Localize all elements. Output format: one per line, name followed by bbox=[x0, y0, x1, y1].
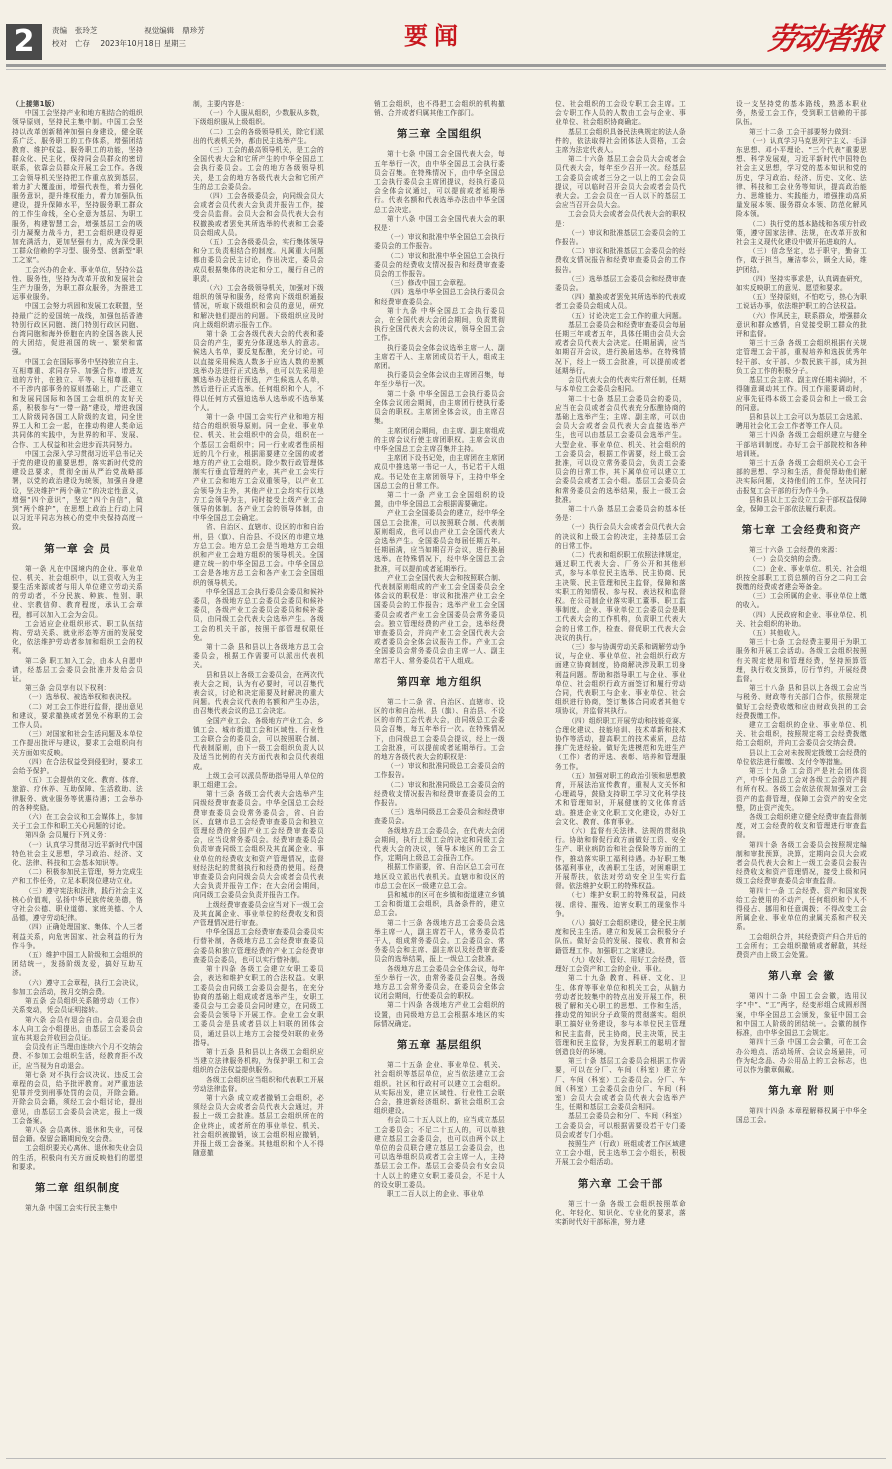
paragraph: （三）参与协调劳动关系和调解劳动争议，与企业、事业单位、社会组织行政方面建立协商制度，协商解决涉及职工切身利益问题。帮助和指导职工与企业、事业单位、社会组织行政方面签订和履行劳动合同，代表职工与企业、事业单位、社会组织进行协商，签订集体合同或者其他专项协议，并监督其执行。 bbox=[555, 642, 686, 716]
paragraph: （二）执行党的基本路线和各项方针政策，遵守国家法律、法规，在改革开放和社会主义现代化建设中做开拓进取的人。 bbox=[736, 219, 867, 247]
paragraph: （三）工会的最高领导机关，是工会的全国代表大会和它所产生的中华全国总工会执行委员会。工会的地方各级领导机关，是工会的地方各级代表大会和它所产生的总工会委员会。 bbox=[193, 146, 324, 191]
paragraph: 工会组织要关心离休、退休和失业会员的生活，积极向有关方面反映他们的愿望和要求。 bbox=[12, 1144, 143, 1171]
editor-name: 张玲芝 bbox=[75, 26, 98, 35]
text-column-3 bbox=[374, 100, 505, 1460]
paragraph: （二）审议和批准同级总工会委员会的经费收支情况报告和经费审查委员会的工作报告。 bbox=[374, 780, 505, 808]
paragraph: 制，主要内容是： bbox=[193, 100, 249, 108]
paragraph: 根据工作需要，省、自治区总工会可在地区设立派出代表机关。直辖市和设区的市总工会在区一级建立总工会。 bbox=[374, 863, 505, 890]
paragraph: （五）维护中国工人阶级和工会组织的团结统一，发扬阶级友爱，搞好互助互济。 bbox=[12, 951, 143, 978]
paragraph: 第二十八条 基层工会委员会的基本任务是： bbox=[555, 504, 686, 523]
paragraph: 县和县以上工会可以为基层工会选派、聘用社会化工会工作者等工作人员。 bbox=[736, 412, 867, 431]
text-column-2 bbox=[193, 100, 324, 1460]
paragraph: 位、社会组织的工会设专职工会主席。工会专职工作人员的人数由工会与企业、事业单位、社会组织协商确定。 bbox=[555, 100, 686, 127]
paragraph: 第十七条 中国工会全国代表大会，每五年举行一次，由中华全国总工会执行委员会召集。在特殊情况下，由中华全国总工会执行委员会主席团提议，经执行委员会全体会议通过，可以提前或者延期举行。代表名额和代表选举办法由中华全国总工会决定。 bbox=[374, 150, 505, 214]
paragraph: 中华全国总工会执行委员会委员和候补委员，各级地方总工会委员会委员和候补委员，各级产业工会委员会委员和候补委员，由同级工会代表大会选举产生。各级工会的机关干部，按照干部管理权限任免。 bbox=[193, 587, 324, 642]
paragraph: 第十条 工会各级代表大会的代表和委员会的产生，要充分体现选举人的意志。候选人名单，要反复酝酿，充分讨论。可以直接采用候选人数多于应选人数的差额选举办法进行正式选举，也可以先采用差额选举办法进行预选，产生候选人名单，然后进行正式选举。任何组织和个人，不得以任何方式强迫选举人选举或不选举某个人。 bbox=[193, 330, 324, 412]
paragraph: 第十一条 中国工会实行产业和地方相结合的组织领导原则。同一企业、事业单位、机关、社会组织中的会员，组织在一个基层工会组织中；同一行业或者性质相近的几个行业，根据需要建立全国的或者地方的产业工会组织。除少数行政管理体制实行垂直管理的产业，其产业工会实行产业工会和地方工会双重领导，以产业工会领导为主外，其他产业工会均实行以地方工会领导为主，同时接受上级产业工会领导的体制。各产业工会的领导体制，由中华全国总工会确定。 bbox=[193, 412, 324, 523]
paragraph: （五）加强对职工的政治引领和思想教育，开展法治宣传教育，重视人文关怀和心理疏导，鼓励支持职工学习文化科学技术和管理知识，开展健康的文化体育活动。推进企业文化职工文化建设，办好工会文化、教育、体育事业。 bbox=[555, 771, 686, 826]
paragraph: （三）工会所属的企业、事业单位上缴的收入。 bbox=[736, 592, 867, 610]
paragraph: （一）个人服从组织，少数服从多数，下级组织服从上级组织。 bbox=[193, 109, 324, 127]
paragraph: 基层工会委员会和经费审查委员会每届任期三年或者五年，具体任期由会员大会或者会员代表大会决定。任期届满，应当如期召开会议，进行换届选举。在特殊情况下，经上一级工会批准，可以提前或者延期举行。 bbox=[555, 320, 686, 375]
paragraph: 第三十七条 工会经费主要用于为职工服务和开展工会活动。各级工会组织按照有关规定使用和管理经费，坚持预算管理，执行收支预算，厉行节约，开展经费监督。 bbox=[736, 638, 867, 683]
paragraph: （五）讨论决定工会工作的重大问题。 bbox=[568, 311, 686, 320]
paragraph: 县和城市的区可在乡镇和街道建立乡镇工会和街道工会组织，具备条件的，建立总工会。 bbox=[374, 891, 505, 918]
paragraph: （五）工会提供的文化、教育、体育、旅游、疗休养、互助保障、生活救助、法律服务、就业服务等优惠待遇；工会举办的各种奖励。 bbox=[12, 776, 143, 812]
text-column-4 bbox=[555, 100, 686, 1460]
paragraph: （五）坚持原则，不怕吃亏，热心为职工说话办事，依法维护职工的合法权益。 bbox=[736, 293, 867, 311]
paragraph: 第四十二条 中国工会会徽，选用汉字“中”、“工”两字，经变形组合成圆形图案，中华全国总工会颁发，象征中国工会和中国工人阶级的团结统一。会徽的制作标准，由中华全国总工会规定。 bbox=[736, 992, 867, 1038]
paragraph: 第四十三条 中国工会会徽，可在工会办公地点、活动场所、会议会场悬挂，可作为纪念品、办公用品上的工会标志，也可以作为徽章佩戴。 bbox=[736, 1038, 867, 1074]
paragraph: （二）审议和批准中华全国总工会执行委员会的经费收支情况报告和经费审查委员会的工作报告。 bbox=[374, 251, 505, 279]
paragraph: 第二十七条 基层工会委员会的委员，应当在会员或者会员代表充分酝酿协商的基础上选举产生；主席、副主席，可以由会员大会或者会员代表大会直接选举产生，也可以由基层工会委员会选举产生。大型企业、事业单位、机关、社会组织的工会委员会，根据工作需要，经上级工会批准，可以设立常务委员会，负责工会委员会的日常工作，其下属单位可以建立工会委员会或者工会小组。基层工会委员会和常务委员会的选举结果，报上一级工会批准。 bbox=[555, 394, 686, 504]
paragraph: 第三十六条 工会经费的来源： bbox=[749, 546, 842, 555]
paragraph: （四）工会各级委员会，向同级会员大会或者会员代表大会负责并报告工作，接受会员监督。会员大会和会员代表大会有权撤换或者罢免其所选举的代表和工会委员会组成人员。 bbox=[193, 192, 324, 237]
paragraph: 建立工会组织的企业、事业单位、机关、社会组织，按照规定将工会经费拨缴给工会组织，并向工会委员会交纳会费。 bbox=[736, 721, 867, 748]
paragraph: （三）信念坚定，忠于职守，勤奋工作，敢于担当，廉洁奉公，顾全大局，维护团结。 bbox=[736, 247, 867, 274]
paragraph: （一）执行会员大会或者会员代表大会的决议和上级工会的决定，主持基层工会的日常工作。 bbox=[555, 523, 686, 550]
paragraph: 销工会组织，也不得把工会组织的机构撤销、合并或者归属其他工作部门。 bbox=[374, 100, 505, 118]
paragraph: 第七条 对不执行会议决议、违反工会章程的会员，给予批评教育。对严重违法犯罪并受到刑事处罚的会员，开除会籍。开除会员会籍，须经工会小组讨论，提出意见，由基层工会委员会决定，报上一级工会备案。 bbox=[12, 1070, 143, 1125]
paragraph: 工会兴办的企业、事业单位，坚持公益性、服务性，坚持为改革开放和发展社会生产力服务，为职工群众服务，为推进工运事业服务。 bbox=[12, 265, 143, 302]
paragraph: （四）在合法权益受到侵犯时，要求工会给予保护。 bbox=[12, 757, 143, 776]
paragraph: （一）认真学习马克思列宁主义、毛泽东思想、邓小平理论、“三个代表”重要思想、科学发展观，习近平新时代中国特色社会主义思想，学习党的基本知识和党的历史，学习政治、经济、历史、文化、法律、科技和工会业务等知识，提高政治能力、思维能力、实践能力，增强推动高质量发展本领、服务群众本领、防范化解风险本领。 bbox=[736, 136, 867, 219]
paragraph: 第三十条 基层工会委员会根据工作需要，可以在分厂、车间（科室）建立分厂、车间（科室）工会委员会。分厂、车间（科室）工会委员会由分厂、车间（科室）会员大会或者会员代表大会选举产生，任期和基层工会委员会相同。 bbox=[555, 1057, 686, 1112]
chapter-heading: 第八章 会 徽 bbox=[768, 970, 835, 983]
paragraph: 产业工会全国代表大会和按照联合制、代表制原则组成的产业工会全国委员会全体会议的职权是：审议和批准产业工会全国委员会的工作报告；选举产业工会全国委员会或者产业工会全国委员会常务委员会。独立管理经费的产业工会，选举经费审查委员会，并向产业工会全国代表大会或者委员会全体会议报告工作。产业工会全国委员会常务委员会由主席一人、副主席若干人、常务委员若干人组成。 bbox=[374, 573, 505, 665]
paragraph: 第十二条 县和县以上各级地方总工会委员会，根据工作需要可以派出代表机关。 bbox=[193, 642, 324, 670]
header-rule bbox=[6, 64, 886, 67]
paragraph: （一）选举权、被选举权和表决权。 bbox=[25, 693, 136, 702]
section-title: 要闻 bbox=[404, 21, 464, 50]
paragraph: 第六条 会员有退会自由。会员退会由本人向工会小组提出，由基层工会委员会宣布其退会并收回会员证。 bbox=[12, 1015, 143, 1042]
paragraph: 第十六条 成立或者撤销工会组织，必须经会员大会或者会员代表大会通过，并报上一级工会批准。基层工会组织所在的企业终止，或者所在的事业单位、机关、社会组织被撤销，该工会组织相应撤销，并报上级工会备案。其他组织和个人不得随意撤 bbox=[193, 1093, 324, 1158]
header-rule-thin bbox=[6, 69, 886, 70]
paragraph: （六）在工会会议和工会媒体上，参加关于工会工作和职工关心问题的讨论。 bbox=[12, 813, 143, 831]
paragraph: （一）审议和批准同级总工会委员会的工作报告。 bbox=[374, 762, 505, 780]
paragraph: （上接第1版） bbox=[12, 100, 59, 108]
paragraph: （四）正确处理国家、集体、个人三者利益关系，向危害国家、社会利益的行为作斗争。 bbox=[12, 923, 143, 950]
paragraph: （五）其他收入。 bbox=[749, 628, 805, 637]
paragraph: （三）对国家和社会生活问题及本单位工作提出批评与建议，要求工会组织向有关方面如实反映。 bbox=[12, 730, 143, 757]
paragraph: （四）坚持实事求是，认真调查研究，如实反映职工的意见、愿望和要求。 bbox=[736, 274, 867, 293]
paragraph: 各级工会组织应当组织和代表职工开展劳动法律监督。 bbox=[193, 1075, 324, 1093]
paragraph: 第十八条 中国工会全国代表大会的职权是： bbox=[374, 214, 505, 233]
paragraph: 会员没有正当理由连续六个月不交纳会费、不参加工会组织生活，经教育拒不改正，应当视为自动退会。 bbox=[12, 1043, 143, 1070]
paragraph: （二）工会的各级领导机关，除它们派出的代表机关外，都由民主选举产生。 bbox=[193, 127, 324, 145]
paragraph: 职工二百人以上的企业、事业单 bbox=[387, 1189, 485, 1198]
paragraph: 第四十一条 工会经费、资产和国家拨给工会使用的不动产，任何组织和个人不得侵占、挪用和任意调拨；不得改变工会所属企业、事业单位的隶属关系和产权关系。 bbox=[736, 886, 867, 932]
paragraph: 第一条 凡在中国境内的企业、事业单位、机关、社会组织中，以工资收入为主要生活来源或者与用人单位建立劳动关系的劳动者，不分民族、种族、性别、职业、宗教信仰、教育程度，承认工会章程，都可以加入工会为会员。 bbox=[12, 564, 143, 619]
paragraph: 各级地方总工会委员会全体会议，每年至少举行一次，由常务委员会召集。各级地方总工会常务委员会，在委员会全体会议闭会期间，行使委员会的职权。 bbox=[374, 964, 505, 1001]
paragraph: （二）积极参加民主管理，努力完成生产和工作任务，立足本职岗位建功立业。 bbox=[12, 868, 143, 886]
paragraph: （七）维护女职工的特殊权益，同歧视、虐待、摧残、迫害女职工的现象作斗争。 bbox=[555, 891, 686, 918]
paragraph: （二）审议和批准基层工会委员会的经费收支情况报告和经费审查委员会的工作报告。 bbox=[555, 247, 686, 274]
paragraph: （六）监督有关法律、法规的贯彻执行。协助和督促行政方面做好工资、安全生产、职业病防治和社会保险等方面的工作，推动落实职工福利待遇。办好职工集体福利事业，改善职工生活，对困难职工开展帮扶，依法对劳动安全卫生实行监督。依法维护女职工的特殊权益。 bbox=[555, 827, 686, 891]
paragraph: （二）企业、事业单位、机关、社会组织按全部职工工资总额的百分之二向工会拨缴的经费或者建会筹备金。 bbox=[736, 564, 867, 591]
paragraph: （四）人民政府和企业、事业单位、机关、社会组织的补助。 bbox=[736, 610, 867, 628]
paragraph: （八）搞好工会组织建设，健全民主制度和民主生活。建立和发展工会积极分子队伍。做好会员的发展、接收、教育和会籍管理工作。加强职工之家建设。 bbox=[555, 919, 686, 955]
paragraph: （六）遵守工会章程，执行工会决议，参加工会活动，按月交纳会费。 bbox=[12, 978, 143, 996]
chapter-heading: 第二章 组织制度 bbox=[34, 1181, 121, 1194]
paragraph: 主席团闭会期间，由主席、副主席组成的主席会议行使主席团职权。主席会议由中华全国总工会主席召集并主持。 bbox=[374, 426, 505, 453]
chapter-heading: 第九章 附 则 bbox=[768, 1085, 835, 1098]
paragraph: 设一支坚持党的基本路线，熟悉本职业务，热爱工会工作，受到职工信赖的干部队伍。 bbox=[736, 100, 867, 127]
masthead bbox=[0, 0, 892, 62]
issue-date: 2023年10月18日 星期三 bbox=[100, 39, 186, 48]
paragraph: 主席团下设书记处，由主席团在主席团成员中推选第一书记一人，书记若干人组成。书记处在主席团领导下，主持中华全国总工会的日常工作。 bbox=[374, 454, 505, 490]
paragraph: 省、自治区、直辖市、设区的市和自治州，县（旗）、自治县、不设区的市建立地方总工会。地方总工会是当地地方工会组织和产业工会地方组织的领导机关。全国建立统一的中华全国总工会。中华全国总工会是各地方总工会和各产业工会全国组织的领导机关。 bbox=[193, 523, 324, 587]
chapter-heading: 第七章 工会经费和资产 bbox=[741, 524, 862, 537]
chapter-heading: 第三章 全国组织 bbox=[396, 128, 483, 141]
editor-label: 责编 bbox=[52, 26, 67, 35]
proofreader-label: 校对 bbox=[52, 39, 67, 48]
paragraph: 第十四条 各级工会建立女职工委员会，表达和维护女职工的合法权益。女职工委员会由同级工会委员会提名，在充分协商的基础上组成或者选举产生，女职工委员会与工会委员会同时建立，在同级工会委员会领导下开展工作。企业工会女职工委员会是县或者县以上妇联的团体会员，通过县以上地方工会接受妇联的业务指导。 bbox=[193, 965, 324, 1047]
paragraph: 第三十九条 工会资产是社会团体资产，中华全国总工会对各级工会的资产拥有所有权。各级工会依法依规加强对工会资产的监督管理，保障工会资产的安全完整，防止资产流失。 bbox=[736, 767, 867, 812]
paragraph: 第十三条 各级工会代表大会选举产生同级经费审查委员会。中华全国总工会经费审查委员会设常务委员会，省、自治区、直辖市总工会经费审查委员会和独立管理经费的全国产业工会经费审查委员会，应当设常务委员会。经费审查委员会负责审查同级工会组织及其直属企业、事业单位的经费收支和资产管理情况，监督财经法纪的贯彻执行和经费的使用。经费审查委员会向同级会员大会或者会员代表大会负责并报告工作；在大会闭会期间，向同级工会委员会负责并报告工作。 bbox=[193, 790, 324, 900]
paragraph: 第二十二条 省、自治区、直辖市、设区的市和自治州、县（旗）、自治县、不设区的市的工会代表大会，由同级总工会委员会召集，每五年举行一次。在特殊情况下，由同级总工会委员会提议，经上一级工会批准，可以提前或者延期举行。工会的地方各级代表大会的职权是： bbox=[374, 697, 505, 761]
paragraph: 第三十二条 工会干部要努力做到： bbox=[749, 127, 856, 136]
chapter-heading: 第一章 会 员 bbox=[44, 542, 111, 555]
paragraph: 第四条 会员履行下列义务： bbox=[25, 831, 111, 840]
paragraph: 各级地方总工会委员会，在代表大会闭会期间，执行上级工会的决定和同级工会代表大会的决议，领导本地区的工会工作，定期向上级总工会报告工作。 bbox=[374, 826, 505, 863]
chapter-heading: 第五章 基层组织 bbox=[396, 1039, 483, 1052]
paragraph: 第二十六条 基层工会会员大会或者会员代表大会，每年至少召开一次。经基层工会委员会或者三分之一以上的工会会员提议，可以临时召开会员大会或者会员代表大会。工会会员在一百人以下的基层工会应当召开会员大会。 bbox=[555, 155, 686, 210]
paragraph: 第四十四条 本章程解释权属于中华全国总工会。 bbox=[736, 1107, 867, 1125]
paragraph: 各级工会组织建立健全经费审查监督制度，对工会经费的收支和管理进行审查监督。 bbox=[736, 813, 867, 840]
paragraph: 第十九条 中华全国总工会执行委员会，在全国代表大会闭会期间，负责贯彻执行全国代表大会的决议，领导全国工会工作。 bbox=[374, 306, 505, 343]
paragraph: （四）组织职工开展劳动和技能竞赛、合理化建议、技能培训、技术革新和技术协作等活动，提高职工的技术素质，总结推广先进经验。做好先进模范和先进生产（工作）者的评选、表彰、培养和管理服务工作。 bbox=[555, 716, 686, 771]
paragraph: 第三十八条 县和县以上各级工会应当与税务、财政等有关部门合作，依照规定做好工会经费收缴和应由财政负担的工会经费拨缴工作。 bbox=[736, 684, 867, 720]
paragraph: 第二十三条 各级地方总工会委员会选举主席一人，副主席若干人，常务委员若干人，组成常务委员会。工会委员会、常务委员会和主席、副主席以及经费审查委员会的选举结果，报上一级总工会批准。 bbox=[374, 918, 505, 964]
paragraph: 第二十九条 教育、科研、文化、卫生、体育等事业单位和机关工会，从脑力劳动者比较集中的特点出发开展工作，积极了解和关心职工的思想、工作和生活，推动党的知识分子政策的贯彻落实。组织职工搞好业务建设，参与本单位民主管理和民主监督，民主协商，民主决策，民主管理和民主监督，为发挥职工的聪明才智创造良好的环境。 bbox=[555, 974, 686, 1056]
paragraph: 第五条 会员组织关系随劳动（工作）关系变动，凭会员证明接转。 bbox=[12, 997, 143, 1015]
paragraph: 有会员二十五人以上的，应当成立基层工会委员会；不足二十五人的，可以单独建立基层工会委员会，也可以由两个以上单位的会员联合建立基层工会委员会，也可以选举组织员或者工会主席一人，主持基层工会工作。基层工会委员会有女会员十人以上的建立女职工委员会，不足十人的设女职工委员。 bbox=[374, 1116, 505, 1189]
chapter-heading: 第六章 工会干部 bbox=[577, 1177, 664, 1190]
paragraph: （三）修改中国工会章程。 bbox=[387, 279, 471, 288]
paragraph: 基层工会组织具备民法典规定的法人条件的，依法取得社会团体法人资格，工会主席为法定代表人。 bbox=[555, 127, 686, 155]
paragraph: 县和县以上工会设立工会干部权益保障金，保障工会干部依法履行职责。 bbox=[736, 495, 867, 513]
paragraph: 第三十三条 各级工会组织根据有关规定管理工会干部，重视培养和选拔优秀年轻干部、女干部、少数民族干部，成为担负工会工作的积极分子。 bbox=[736, 339, 867, 375]
paragraph: （一）审议和批准基层工会委员会的工作报告。 bbox=[555, 228, 686, 247]
paragraph: 第四十条 各级工会委员会按照规定编制和审批预算，决算，定期向会员大会或者会员代表大会和上一级工会委员会报告经费收支和资产管理情况，接受上级和同级工会经费审查委员会审查监督。 bbox=[736, 840, 867, 886]
paragraph: （三）选举基层工会委员会和经费审查委员会。 bbox=[555, 274, 686, 293]
page-number: 2 bbox=[6, 24, 42, 60]
paragraph: 中国工会在国际事务中坚持独立自主、互相尊重、求同存异、加强合作、增进友谊的方针，在独立、平等、互相尊重、互不干涉内部事务的原则基础上，广泛建立和发展同国际和各国工会组织的友好关系，积极参与“一带一路”建设，增进我国工人阶级同各国工人阶级的友谊，同全世界工人和工会一起，在推动构建人类命运共同体的实践中，为世界的和平、发展、合作、工人权益和社会进步而共同努力。 bbox=[12, 357, 143, 449]
paragraph: 按照生产（行政）班组或者工作区域建立工会小组，民主选举工会小组长，积极开展工会小组活动。 bbox=[555, 1139, 686, 1167]
paragraph: （五）工会各级委员会，实行集体领导和分工负责相结合的制度。凡属重大问题都由委员会民主讨论，作出决定，委员会成员根据集体的决定和分工，履行自己的职责。 bbox=[193, 238, 324, 283]
chapter-heading: 第四章 地方组织 bbox=[396, 675, 483, 688]
newspaper-logo: 劳动者报 bbox=[765, 22, 882, 57]
paragraph: 第二十五条 企业、事业单位、机关、社会组织等基层单位，应当依法建立工会组织。社区和行政村可以建立工会组织。从实际出发，建立区域性、行业性工会联合会，推进新经济组织、新社会组织工会组织建设。 bbox=[374, 1061, 505, 1116]
paragraph: 第三十一条 各级工会组织按照革命化、年轻化、知识化、专业化的要求，落实新时代好干部标准，努力建 bbox=[555, 1199, 686, 1226]
paragraph: （一）会员交纳的会费。 bbox=[749, 555, 826, 564]
paragraph: （六）工会各级领导机关，加强对下级组织的领导和服务，经常向下级组织通报情况，听取下级组织和会员的意见，研究和解决他们提出的问题。下级组织应及时向上级组织请示报告工作。 bbox=[193, 284, 324, 329]
paragraph: 县以上工会对未按规定拨缴工会经费的单位依法进行催缴、支付令等措施。 bbox=[736, 748, 867, 766]
paragraph: 中华全国总工会经费审查委员会委员实行替补制，各级地方总工会经费审查委员会委员和独立管理经费的产业工会经费审查委员会委员，也可以实行替补制。 bbox=[193, 928, 324, 964]
paragraph: 基层工会委员会和分厂、车间（科室）工会委员会，可以根据需要设若干专门委员会或者专门小组。 bbox=[555, 1112, 686, 1139]
editor-credits bbox=[52, 24, 213, 50]
paragraph: （九）收好、管好、用好工会经费，管理好工会资产和工会的企业、事业。 bbox=[555, 955, 686, 974]
paragraph: 上级经费审查委员会应当对下一级工会及其直属企业、事业单位的经费收支和资产管理情况进行审查。 bbox=[193, 900, 324, 928]
paragraph: 产业工会全国委员会的建立，经中华全国总工会批准，可以按照联合制、代表制原则组成，也可以由产业工会全国代表大会选举产生。全国委员会每届任期五年。任期届满，应当如期召开会议，进行换届选举。在特殊情况下，经中华全国总工会批准，可以提前或者延期举行。 bbox=[374, 509, 505, 573]
paragraph: （四）撤换或者罢免其所选举的代表或者工会委员会组成人员。 bbox=[555, 293, 686, 311]
visual-editor-name: 鼎珍芳 bbox=[182, 26, 205, 35]
paragraph: （二）代表和组织职工依照法律规定，通过职工代表大会、厂务公开和其他形式，参与本单位民主选举、民主协商、民主决策、民主管理和民主监督，保障和落实职工的知情权、参与权、表达权和监督权。在公司制企业落实职工董事、职工监事制度。企业、事业单位工会委员会是职工代表大会的工作机构，负责职工代表大会的日常工作，检查、督促职工代表大会决议的执行。 bbox=[555, 550, 686, 642]
paragraph: 全国产业工会、各级地方产业工会、乡镇工会、城市街道工会和区域性、行业性工会联合会的委员会，可以按照联合制、代表制原则，由下一级工会组织负责人以及适当比例的有关方面代表和会员代表组成。 bbox=[193, 716, 324, 771]
paragraph: 会员代表大会的代表实行常任制，任期与本单位工会委员会相同。 bbox=[555, 376, 686, 394]
paragraph: 上级工会可以派员帮助指导用人单位的职工组建工会。 bbox=[193, 771, 324, 790]
proofreader-name: 亡存 bbox=[75, 39, 90, 48]
paragraph: 第二条 职工加入工会，由本人自愿申请，经基层工会委员会批准并发给会员证。 bbox=[12, 656, 143, 683]
paragraph: （一）认真学习贯彻习近平新时代中国特色社会主义思想，学习政治、经济、文化、法律、科技和工会基本知识等。 bbox=[12, 840, 143, 868]
paragraph: 工会组织合并，其经费资产归合并后的工会所有；工会组织撤销或者解散，其经费资产由上级工会处置。 bbox=[736, 932, 867, 960]
paragraph: 第二十一条 产业工会全国组织的设置，由中华全国总工会根据需要确定。 bbox=[374, 490, 505, 509]
paragraph: 第二十条 中华全国总工会执行委员会全体会议闭会期间，由主席团行使执行委员会的职权。主席团全体会议，由主席召集。 bbox=[374, 389, 505, 426]
paragraph: 第十五条 县和县以上各级工会组织应当建立法律服务机构，为保护职工和工会组织的合法权益提供服务。 bbox=[193, 1047, 324, 1075]
paragraph: 执行委员会全体会议由主席团召集，每年至少举行一次。 bbox=[374, 371, 505, 389]
paragraph: （四）选举中华全国总工会执行委员会和经费审查委员会。 bbox=[374, 288, 505, 306]
paragraph: （二）对工会工作进行监督，提出意见和建议，要求撤换或者罢免不称职的工会工作人员。 bbox=[12, 702, 143, 729]
paragraph: 第三十四条 各级工会组织建立与健全干部培训制度。办好工会干部院校和各种培训班。 bbox=[736, 431, 867, 458]
paragraph: （三）遵守宪法和法律，践行社会主义核心价值观，弘扬中华民族传统美德，恪守社会公德、职业道德、家庭美德、个人品德，遵守劳动纪律。 bbox=[12, 886, 143, 923]
paragraph: 工会适应企业组织形式、职工队伍结构、劳动关系、就业形态等方面的发展变化，依法维护劳动者参加和组织工会的权利。 bbox=[12, 619, 143, 656]
paragraph: （一）审议和批准中华全国总工会执行委员会的工作报告。 bbox=[374, 233, 505, 251]
paragraph: 第三条 会员享有以下权利： bbox=[25, 684, 111, 693]
paragraph: （六）作风民主，联系群众，增强群众意识和群众感情，自觉接受职工群众的批评和监督。 bbox=[736, 311, 867, 339]
footer-rule bbox=[6, 1458, 886, 1459]
text-column-1 bbox=[12, 100, 143, 1460]
text-column-5 bbox=[736, 100, 867, 1460]
visual-editor-label: 视觉编辑 bbox=[144, 26, 175, 35]
article-body bbox=[12, 100, 884, 1458]
paragraph: 第九条 中国工会实行民主集中 bbox=[25, 1203, 118, 1212]
paragraph: 工会会员大会或者会员代表大会的职权是： bbox=[555, 210, 686, 228]
paragraph: （三）选举同级总工会委员会和经费审查委员会。 bbox=[374, 808, 505, 826]
paragraph: 基层工会主席、副主席任期未满时，不得随意调动其工作。因工作需要调动时，应事先征得本级工会委员会和上一级工会的同意。 bbox=[736, 376, 867, 412]
paragraph: 中国工会努力巩固和发展工农联盟，坚持最广泛的爱国统一战线，加强包括香港特别行政区同胞、澳门特别行政区同胞、台湾同胞和海外侨胞在内的全国各族人民的大团结，促进祖国的统一、繁荣和富强。 bbox=[12, 302, 143, 357]
paragraph: 第三十五条 各级工会组织关心工会干部的思想、学习和生活，督促帮助他们解决实际问题，支持他们的工作，坚决同打击报复工会干部的行为作斗争。 bbox=[736, 458, 867, 495]
paragraph: 中国工会深入学习贯彻习近平总书记关于党的建设的重要思想，落实新时代党的建设总要求，贯彻全面从严治党战略部署，以党的政治建设为统领，加强自身建设，坚决维护“两个确立”的决定性意义，增强“四个意识”，坚定“四个自信”，做到“两个维护”，在思想上政治上行动上同以习近平同志为核心的党中央保持高度一致。 bbox=[12, 449, 143, 532]
paragraph: 执行委员会全体会议选举主席一人、副主席若干人、主席团成员若干人，组成主席团。 bbox=[374, 343, 505, 371]
paragraph: 中国工会坚持产业和地方相结合的组织领导原则，坚持民主集中制。中国工会坚持以改革创新精神加强自身建设，健全联系广泛、服务职工的工作体系，增强团结教育、维护权益、服务职工的功能，坚持群众化、民主化，保持同会员群众的密切联系，依靠会员群众开展工会工作。各级工会领导机关坚持把工作重点放到基层，着力扩大覆盖面，增强代表性，着力强化服务意识，提升维权能力，着力加强队伍建设，提升保障水平，坚持服务职工群众的工作生命线，全心全意为基层、为职工服务，构建智慧工会，增强基层工会的吸引力凝聚力战斗力，把工会组织建设得更加充满活力，更加坚强有力，成为深受职工群众信赖的学习型、服务型、创新型“职工之家”。 bbox=[12, 109, 143, 265]
paragraph: 第八条 会员离休、退休和失业，可保留会籍。保留会籍期间免交会费。 bbox=[12, 1125, 143, 1144]
paragraph: 县和县以上各级工会委员会，在两次代表大会之间，认为有必要时，可以召集代表会议，讨论和决定需要及时解决的重大问题。代表会议代表的名额和产生办法，由召集代表会议的总工会决定。 bbox=[193, 670, 324, 716]
paragraph: 第二十四条 各级地方产业工会组织的设置，由同级地方总工会根据本地区的实际情况确定。 bbox=[374, 1001, 505, 1028]
